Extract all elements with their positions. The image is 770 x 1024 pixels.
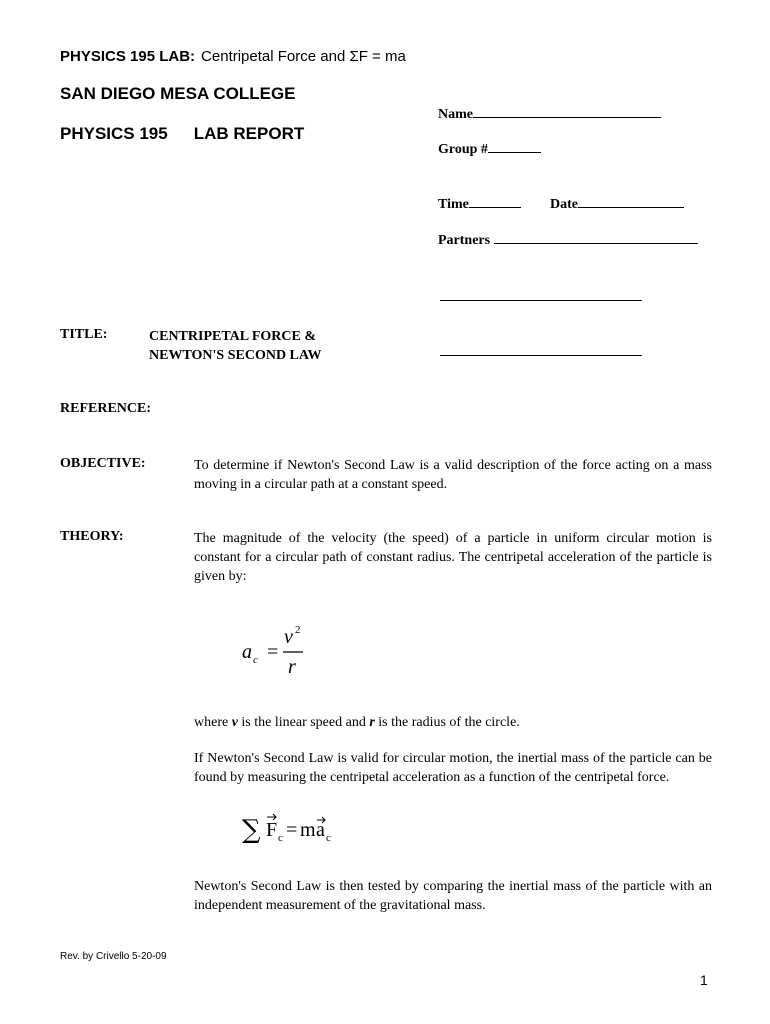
where-r: r xyxy=(369,715,375,730)
where-suffix: is the radius of the circle. xyxy=(374,715,520,730)
reference-label: REFERENCE: xyxy=(60,401,152,416)
time-field[interactable] xyxy=(438,195,521,213)
page-number: 1 xyxy=(700,972,708,988)
report-course: PHYSICS 195 xyxy=(60,124,168,143)
newton-text: If Newton's Second Law is valid for circular motion, the inertial mass of the particle can be found by measuring the centripetal acceleration as a function of the centripetal force. xyxy=(194,751,712,785)
objective-text: To determine if Newton's Second Law is a valid description of the force acting on a mass moving in a circular path at a constant speed. xyxy=(194,458,712,492)
group-label: Group # xyxy=(438,142,488,157)
eq2-equals: = xyxy=(286,819,298,841)
name-field[interactable] xyxy=(438,105,661,123)
newton-second-law-equation xyxy=(242,808,362,848)
name-blank[interactable] xyxy=(473,105,661,118)
eq1-numerator: v xyxy=(284,626,293,648)
eq1-denominator: r xyxy=(288,656,296,678)
where-prefix: where xyxy=(194,715,232,730)
lab-header xyxy=(60,48,406,65)
objective-label: OBJECTIVE: xyxy=(60,456,146,471)
eq2-force: F xyxy=(266,819,278,841)
partners-blank-2[interactable] xyxy=(440,300,642,301)
date-field[interactable] xyxy=(550,195,684,213)
partners-blank-1[interactable] xyxy=(494,231,698,244)
lab-title: Centripetal Force and ΣF = ma xyxy=(201,48,406,65)
date-blank[interactable] xyxy=(578,195,684,208)
where-text xyxy=(194,713,712,732)
group-blank[interactable] xyxy=(488,140,541,153)
title-label: TITLE: xyxy=(60,327,108,342)
time-label: Time xyxy=(438,197,469,212)
course-label: PHYSICS 195 LAB: xyxy=(60,48,196,65)
name-label: Name xyxy=(438,107,473,122)
test-text: Newton's Second Law is then tested by comparing the inertial mass of the particle with an independent measurement of the gravitational mass. xyxy=(194,879,712,913)
eq2-force-sub: c xyxy=(278,832,283,844)
report-label: LAB REPORT xyxy=(193,124,305,143)
revision-note: Rev. by Crivello 5-20-09 xyxy=(60,951,167,962)
title-text xyxy=(149,327,321,365)
title-line-1: CENTRIPETAL FORCE & xyxy=(149,329,316,344)
eq1-lhs: a xyxy=(242,641,252,663)
college-name: SAN DIEGO MESA COLLEGE xyxy=(60,84,296,103)
group-field[interactable] xyxy=(438,140,541,158)
eq2-mass: m xyxy=(300,819,316,841)
report-heading xyxy=(60,124,304,144)
eq1-equals: = xyxy=(267,641,279,663)
title-line-2: NEWTON'S SECOND LAW xyxy=(149,348,322,363)
time-blank[interactable] xyxy=(469,195,521,208)
eq1-lhs-sub: c xyxy=(253,654,258,666)
where-v: v xyxy=(231,715,238,730)
eq2-accel-sub: c xyxy=(326,832,331,844)
partners-label: Partners xyxy=(438,233,491,248)
eq1-numerator-sup: 2 xyxy=(295,624,301,636)
theory-text: The magnitude of the velocity (the speed) of a particle in uniform circular motion is constant for a circular path of constant radius. The centripetal acceleration of the particle is given by: xyxy=(194,531,712,584)
eq2-sigma: ∑ xyxy=(242,815,261,845)
theory-label: THEORY: xyxy=(60,529,124,544)
eq2-accel: a xyxy=(316,819,325,841)
partners-blank-3[interactable] xyxy=(440,355,642,356)
date-label: Date xyxy=(550,197,578,212)
where-mid: is the linear speed and xyxy=(237,715,370,730)
partners-field[interactable] xyxy=(438,231,698,249)
centripetal-acceleration-equation xyxy=(240,622,330,682)
